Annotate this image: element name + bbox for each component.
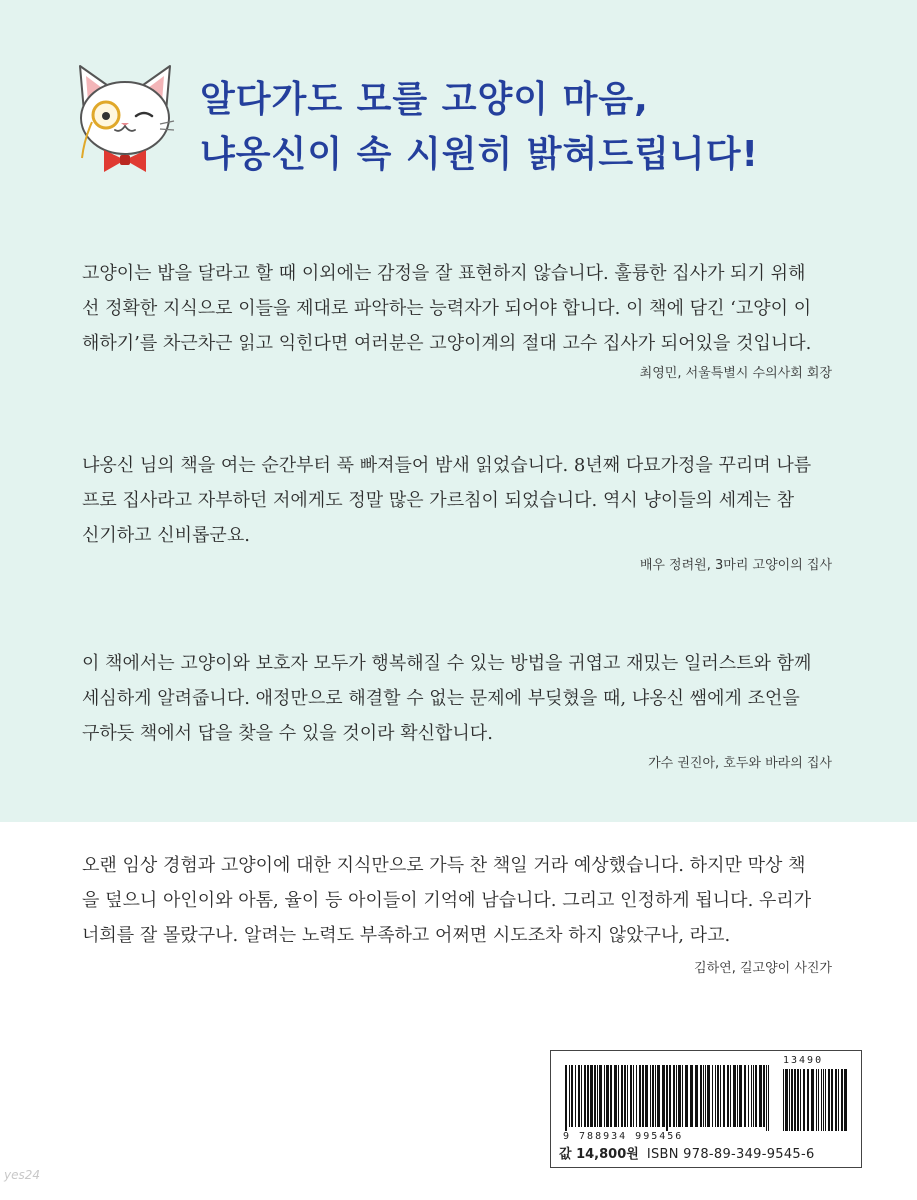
testimonial-4-author: 김하연, 길고양이 사진가 <box>694 961 832 976</box>
barcode-icon <box>565 1065 850 1131</box>
testimonial-line: 구하듯 책에서 답을 찾을 수 있을 것이라 확신합니다. <box>82 723 493 744</box>
testimonial-line: 선 정확한 지식으로 이들을 제대로 파악하는 능력자가 되어야 합니다. 이 책에 담긴 ‘고양이 이 <box>82 298 812 319</box>
price-isbn-line <box>559 1143 815 1162</box>
testimonial-line: 해하기’를 차근차근 읽고 익힌다면 여러분은 고양이계의 절대 고수 집사가 되어있을 것입니다. <box>82 333 812 354</box>
testimonial-2 <box>82 448 837 553</box>
testimonial-1 <box>82 256 837 361</box>
headline-line-2: 냐옹신이 속 시원히 밝혀드립니다! <box>200 134 759 175</box>
price: 값 14,800원 <box>559 1147 639 1162</box>
testimonial-3 <box>82 646 837 751</box>
testimonial-line: 이 책에서는 고양이와 보호자 모두가 행복해질 수 있는 방법을 귀엽고 재밌는 일러스트와 함께 <box>82 653 812 674</box>
testimonial-line: 을 덮으니 아인이와 아톰, 율이 등 아이들이 기억에 남습니다. 그리고 인정하게 됩니다. 우리가 <box>82 890 812 911</box>
testimonial-4 <box>82 848 837 953</box>
testimonial-line: 너희를 잘 몰랐구나. 알려는 노력도 부족하고 어쩌면 시도조차 하지 않았구나, 라고. <box>82 925 731 946</box>
barcode-addon-number: 13490 <box>783 1055 824 1066</box>
headline <box>200 72 890 182</box>
headline-line-1: 알다가도 모를 고양이 마음, <box>200 79 649 120</box>
testimonial-line: 세심하게 알려줍니다. 애정만으로 해결할 수 없는 문제에 부딪혔을 때, 냐옹신 쌤에게 조언을 <box>82 688 800 709</box>
testimonial-line: 고양이는 밥을 달라고 할 때 이외에는 감정을 잘 표현하지 않습니다. 훌륭한 집사가 되기 위해 <box>82 263 806 284</box>
testimonial-1-author: 최영민, 서울특별시 수의사회 회장 <box>639 366 832 381</box>
testimonial-2-author: 배우 정려원, 3마리 고양이의 집사 <box>639 558 832 573</box>
testimonial-3-author: 가수 권진아, 호두와 바라의 집사 <box>648 756 832 771</box>
watermark: yes24 <box>4 1168 41 1182</box>
testimonial-line: 오랜 임상 경험과 고양이에 대한 지식만으로 가득 찬 책일 거라 예상했습니다. 하지만 막상 책 <box>82 855 806 876</box>
testimonial-line: 프로 집사라고 자부하던 저에게도 정말 많은 가르침이 되었습니다. 역시 냥이들의 세계는 참 <box>82 490 795 511</box>
testimonial-line: 신기하고 신비롭군요. <box>82 525 250 546</box>
barcode-number: 9 788934 995456 <box>563 1131 684 1142</box>
testimonial-line: 냐옹신 님의 책을 여는 순간부터 푹 빠져들어 밤새 읽었습니다. 8년째 다묘가정을 꾸리며 나름 <box>82 455 812 476</box>
barcode-box <box>550 1050 862 1168</box>
cat-with-monocle-and-bowtie-icon <box>70 60 180 175</box>
isbn: ISBN 978-89-349-9545-6 <box>646 1147 815 1162</box>
